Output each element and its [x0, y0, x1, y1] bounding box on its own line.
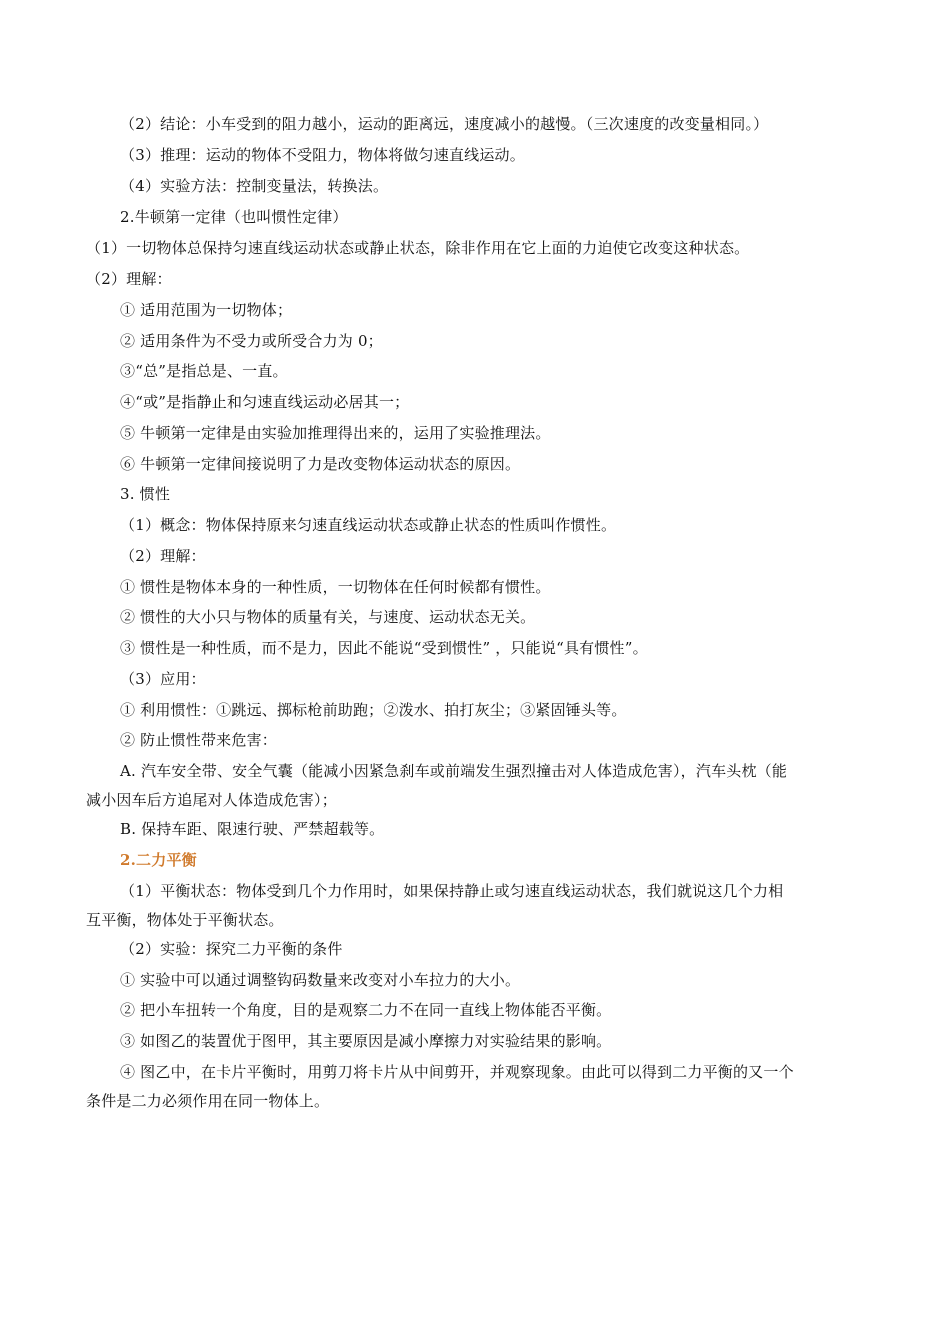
balance-state-continued: 互平衡，物体处于平衡状态。: [86, 911, 284, 929]
method-line: （4）实验方法：控制变量法，转换法。: [120, 177, 389, 195]
prevention-item-a: A. 汽车安全带、安全气囊（能减小因紧急刹车或前端发生强烈撞击对人体造成危害），汽车头枕（能: [120, 762, 788, 780]
reasoning-line: （3）推理：运动的物体不受阻力，物体将做匀速直线运动。: [120, 146, 525, 164]
inertia-heading: 3. 惯性: [120, 485, 171, 503]
experiment-item-3: ③ 如图乙的装置优于图甲，其主要原因是减小摩擦力对实验结果的影响。: [120, 1032, 612, 1050]
experiment-item-4-continued: 条件是二力必须作用在同一物体上。: [86, 1092, 330, 1110]
experiment-heading: （2）实验：探究二力平衡的条件: [120, 940, 343, 958]
inertia-concept: （1）概念：物体保持原来匀速直线运动状态或静止状态的性质叫作惯性。: [120, 516, 617, 534]
understanding-item-3: ③“总”是指总是、一直。: [120, 362, 288, 380]
prevention-item-b: B. 保持车距、限速行驶、严禁超载等。: [120, 820, 385, 838]
understanding-heading-1: （2）理解：: [86, 270, 172, 288]
understanding-item-5: ⑤ 牛顿第一定律是由实验加推理得出来的，运用了实验推理法。: [120, 424, 551, 442]
understanding-item-4: ④“或”是指静止和匀速直线运动必居其一；: [120, 393, 410, 411]
inertia-item-2: ② 惯性的大小只与物体的质量有关，与速度、运动状态无关。: [120, 608, 536, 626]
conclusion-line: （2）结论：小车受到的阻力越小，运动的距离远，速度减小的越慢。（三次速度的改变量相同。）: [120, 115, 769, 133]
prevention-item-a-continued: 减小因车后方追尾对人体造成危害）；: [86, 791, 337, 809]
experiment-item-2: ② 把小车扭转一个角度，目的是观察二力不在同一直线上物体能否平衡。: [120, 1001, 612, 1019]
understanding-item-6: ⑥ 牛顿第一定律间接说明了力是改变物体运动状态的原因。: [120, 455, 521, 473]
experiment-item-4: ④ 图乙中，在卡片平衡时，用剪刀将卡片从中间剪开，并观察现象。由此可以得到二力平衡的又一个: [120, 1063, 794, 1081]
two-force-balance-heading: 2.二力平衡: [120, 851, 197, 869]
application-heading: （3）应用：: [120, 670, 206, 688]
experiment-item-1: ① 实验中可以通过调整钩码数量来改变对小车拉力的大小。: [120, 971, 521, 989]
inertia-item-3: ③ 惯性是一种性质，而不是力，因此不能说“受到惯性” ，只能说“具有惯性”。: [120, 639, 648, 657]
inertia-item-1: ① 惯性是物体本身的一种性质，一切物体在任何时候都有惯性。: [120, 578, 551, 596]
understanding-item-2: ② 适用条件为不受力或所受合力为 0；: [120, 332, 383, 350]
newton-law-statement: （1）一切物体总保持匀速直线运动状态或静止状态，除非作用在它上面的力迫使它改变这种状态。: [86, 239, 750, 257]
newton-first-law-heading: 2.牛顿第一定律（也叫惯性定律）: [120, 208, 348, 226]
understanding-heading-2: （2）理解：: [120, 547, 206, 565]
understanding-item-1: ① 适用范围为一切物体；: [120, 301, 293, 319]
application-use-inertia: ① 利用惯性：①跳远、掷标枪前助跑；②泼水、拍打灰尘；③紧固锤头等。: [120, 701, 627, 719]
balance-state-line: （1）平衡状态：物体受到几个力作用时，如果保持静止或匀速直线运动状态，我们就说这几个力相: [120, 882, 784, 900]
application-prevent-harm: ② 防止惯性带来危害：: [120, 731, 277, 749]
